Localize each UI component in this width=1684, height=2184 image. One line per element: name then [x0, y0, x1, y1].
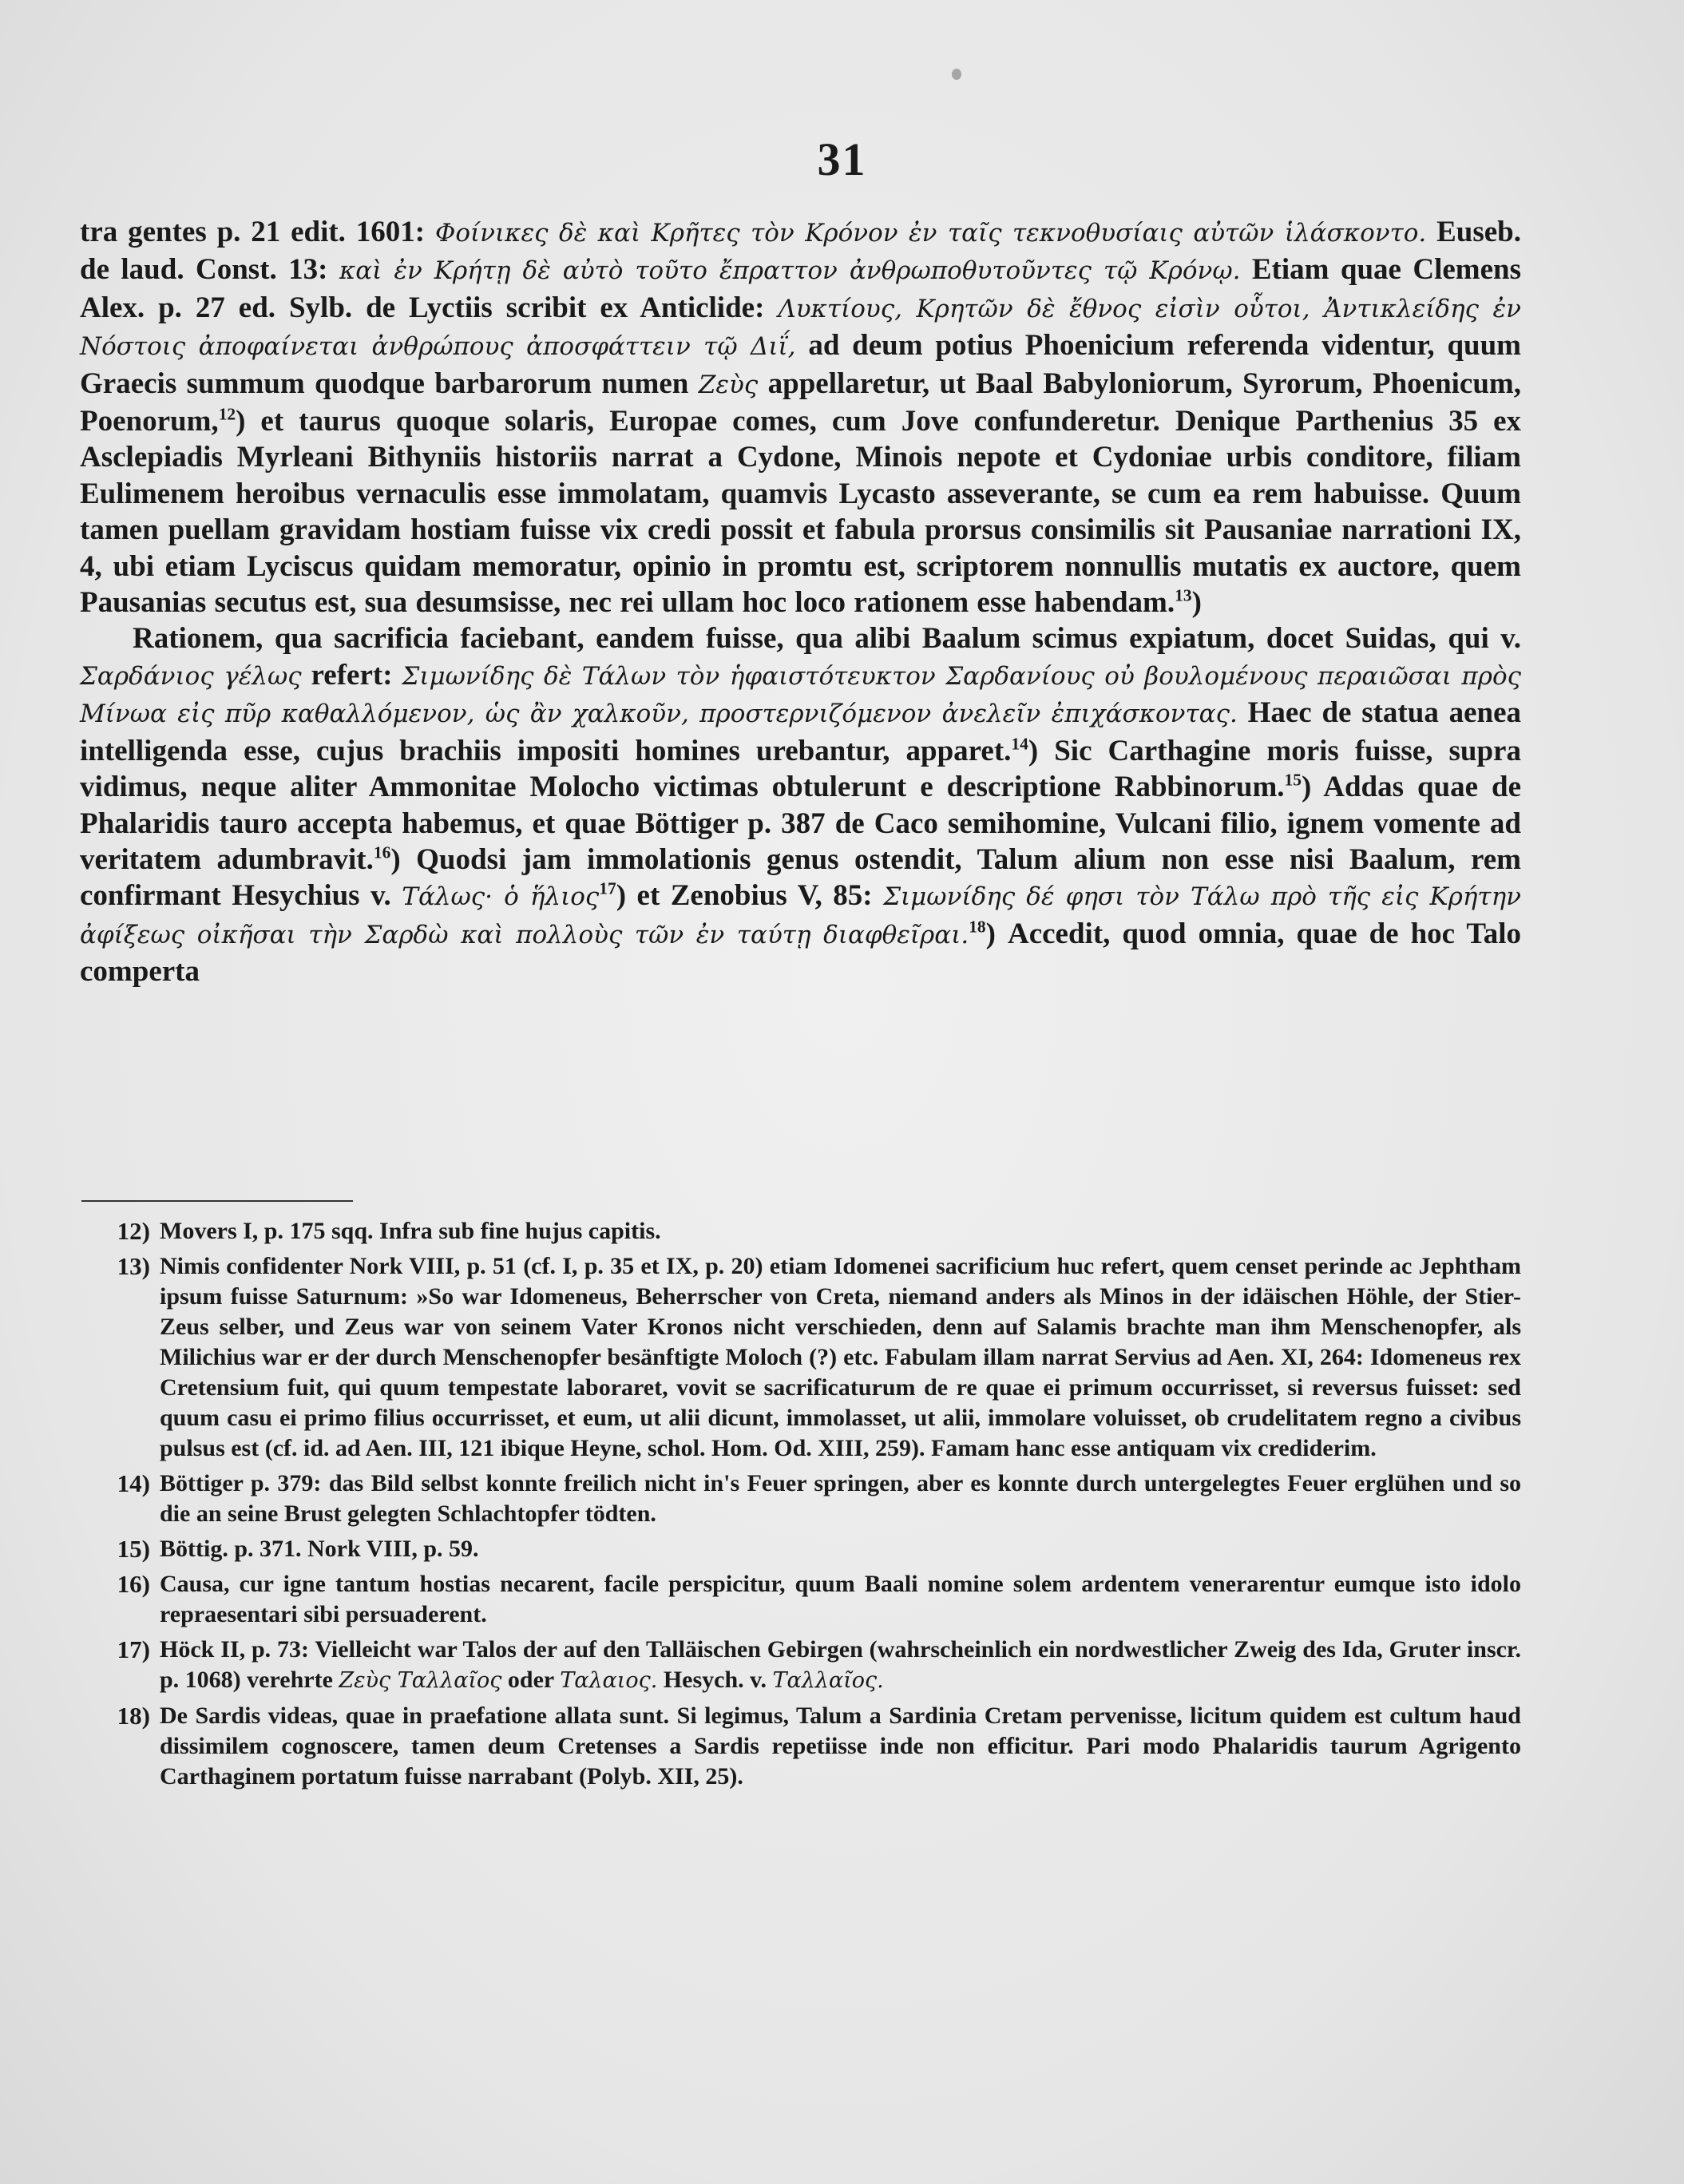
footnote-ref[interactable]: 12 — [218, 404, 236, 424]
footnote-ref[interactable]: 16 — [373, 842, 391, 862]
greek-word: Ζεὺς Ταλλαῖος — [339, 1668, 502, 1693]
footnote-14 — [80, 1469, 1521, 1529]
footnote-17 — [80, 1635, 1521, 1696]
greek-word: Ταλλαῖος. — [772, 1668, 884, 1693]
greek-quote: Φοίνικες δὲ καὶ Κρῆτες τὸν Κρόνον ἐν ταῖς τεκνοθυσίαις αὐτῶν ἱλάσκοντο. — [434, 219, 1427, 248]
greek-word: Σαρδάνιος γέλως — [80, 661, 302, 691]
footnote-13 — [80, 1251, 1521, 1464]
footnote-18 — [80, 1701, 1521, 1792]
footnote-ref[interactable]: 18 — [969, 917, 986, 937]
greek-word: Τάλως· ὁ ἥλιος — [402, 882, 600, 912]
footnote-number: 13) — [117, 1252, 150, 1280]
greek-quote: Σιμωνίδης δὲ Τάλων τὸν ἡφαιστότευκτον Σαρδανίους οὐ βουλομένους περαιῶσαι πρὸς Μίνωα εἰς πῦρ καθαλλόμενον, ὡς ἂν χαλκοῦν, προστερνιζόμενον ἀνελεῖν ἐπιχάσκοντας. — [80, 661, 1521, 729]
paragraph-2: Rationem, qua sacrificia faciebant, eandem fuisse, qua alibi Baalum scimus expiatum, docet Suidas, qui v. Σαρδάνιος γέλως refert: Σιμωνίδης δὲ Τάλων τὸν ἡφαιστότευκτον Σαρδανίους οὐ βουλομένους περαιῶσαι πρὸς Μίνωα εἰς πῦρ καθαλλόμενον, ὡς ἂν χαλκοῦν, προστερνιζόμενον ἀνελεῖν ἐπιχάσκοντας. Haec de statua aenea intelligenda esse, cujus brachiis impositi homines urebantur, apparet.$^{14}$) Sic Carthagine moris fuisse, supra vidimus, neque aliter Ammonitae Molocho victimas obtulerunt e descriptione Rabbinorum.$^{15}$) Addas quae de Phalaridis tauro accepta habemus, et quae Böttiger p. 387 de Caco semihomine, Vulcani filio, ignem vomente ad veritatem adumbravit.$^{16}$) Quodsi jam immolationis genus ostendit, Talum alium non esse nisi Baalum, rem confirmant Hesychius v. Τάλως· ὁ ἥλιος$^{17}$) et Zenobius V, 85: Σιμωνίδης δέ φησι τὸν Τάλω πρὸ τῆς εἰς Κρήτην ἀφίξεως οἰκῆσαι τὴν Σαρδὼ καὶ πολλοὺς τῶν ἐν ταύτῃ διαφθεῖραι.$^{18}$) Accedit, quod omnia, quae de hoc Talo comperta — [80, 622, 1522, 989]
greek-word: Ζεὺς — [698, 370, 759, 399]
footnote-text: Movers I, p. 175 sqq. Infra sub fine hujus capitis. — [160, 1218, 661, 1244]
footnote-text: Böttiger p. 379: das Bild selbst konnte freilich nicht in's Feuer springen, aber es konnte durch untergelegtes Feuer erglühen und so die an seine Brust gelegten Schlachtopfer tödten. — [160, 1470, 1521, 1527]
footnote-text: Höck II, p. 73: Vielleicht war Talos der auf den Talläischen Gebirgen (wahrscheinlich ein nordwestlicher Zweig des Ida, Gruter inscr. p. 1068) verehrte Ζεὺς Ταλλαῖος oder Ταλαιος. Hesych. v. Ταλλαῖος. — [160, 1636, 1521, 1693]
footnote-12 — [80, 1216, 1521, 1247]
footnote-ref[interactable]: 17 — [599, 878, 616, 898]
footnotes — [80, 1216, 1521, 1797]
footnote-number: 12) — [117, 1217, 150, 1245]
greek-quote: Σιμωνίδης δέ φησι τὸν Τάλω πρὸ τῆς εἰς Κρήτην ἀφίξεως οἰκῆσαι τὴν Σαρδὼ καὶ πολλοὺς τῶν ἐν ταύτῃ διαφθεῖραι. — [80, 882, 1521, 949]
greek-word: Ταλαιος. — [560, 1668, 658, 1693]
footnote-ref[interactable]: 14 — [1011, 734, 1028, 754]
footnote-16 — [80, 1569, 1521, 1630]
footnote-divider — [81, 1200, 353, 1202]
footnote-15 — [80, 1534, 1521, 1564]
footnote-number: 14) — [117, 1469, 150, 1497]
greek-quote: καὶ ἐν Κρήτῃ δὲ αὐτὸ τοῦτο ἔπραττον ἀνθρωποθυτοῦντες τῷ Κρόνῳ. — [339, 256, 1241, 286]
footnote-text: De Sardis videas, quae in praefatione allata sunt. Si legimus, Talum a Sardinia Cretam pervenisse, licitum quidem est cultum haud dissimilem cognoscere, tamen deum Cretenses a Sardis repetiisse inde non efficitur. Pari modo Phalaridis taurum Agrigento Carthaginem portatum fuisse narrabant (Polyb. XII, 25). — [160, 1702, 1521, 1790]
ink-speck — [952, 69, 961, 80]
footnote-text: Nimis confidenter Nork VIII, p. 51 (cf. I, p. 35 et IX, p. 20) etiam Idomenei sacrificium huc refert, quem censet perinde ac Jephtham ipsum fuisse Saturnum: »So war Idomeneus, Beherrscher von Creta, niemand anders als Minos in der idäischen Höhle, der Stier-Zeus selber, und Zeus war von seinem Vater Kronos nicht verschieden, denn auf Salamis brachte man ihm Menschenopfer, als Milichius war er der durch Menschenopfer besänftigte Moloch (?) etc. Fabulam illam narrat Servius ad Aen. XI, 264: Idomeneus rex Cretensium fuit, qui quum tempestate laboraret, vovit se sacrificaturum de re quae ei primum occurrisset, si reversus fuisset: sed quum casu ei primo filius occurrisset, et eum, ut alii dicunt, immolasset, ut alii, immolare voluisset, ob crudelitatem regno a civibus pulsus est (cf. id. ad Aen. III, 121 ibique Heyne, schol. Hom. Od. XIII, 259). Famam hanc esse antiquam vix crediderim. — [160, 1253, 1521, 1461]
footnote-number: 15) — [117, 1535, 150, 1563]
footnote-ref[interactable]: 15 — [1284, 770, 1302, 790]
footnote-number: 18) — [117, 1702, 150, 1730]
footnote-number: 17) — [117, 1635, 150, 1663]
footnote-text: Böttig. p. 371. Nork VIII, p. 59. — [160, 1536, 479, 1562]
paragraph-1: tra gentes p. 21 edit. 1601: Φοίνικες δὲ καὶ Κρῆτες τὸν Κρόνον ἐν ταῖς τεκνοθυσίαις αὐτῶν ἱλάσκοντο. Euseb. de laud. Const. 13: καὶ ἐν Κρήτῃ δὲ αὐτὸ τοῦτο ἔπραττον ἀνθρωποθυτοῦντες τῷ Κρόνῳ. Etiam quae Clemens Alex. p. 27 ed. Sylb. de Lyctiis scribit ex Anticlide: Λυκτίους, Κρητῶν δὲ ἔθνος εἰσὶν οὗτοι, Ἀντικλείδης ἐν Νόστοις ἀποφαίνεται ἀνθρώπους ἀποσφάττειν τῷ Διΐ, ad deum potius Phoenicium referenda videntur, quum Graecis summum quodque barbarorum numen Ζεὺς appellaretur, ut Baal Babyloniorum, Syrorum, Phoenicum, Poenorum,$^{12}$) et taurus quoque solaris, Europae comes, cum Jove confunderetur. Denique Parthenius 35 ex Asclepiadis Myrleani Bithyniis historiis narrat a Cydone, Minois nepote et Cydoniae urbis conditore, filiam Eulimenem heroibus vernaculis esse immolatam, quamvis Lycasto asseverante, se cum ea rem habuisse. Quum tamen puellam gravidam hostiam fuisse vix credi possit et fabula prorsus consimilis sit Pausaniae narrationi IX, 4, ubi etiam Lyciscus quidam memoratur, opinio in promtu est, scriptorem nonnullis mutatis ex auctore, quem Pausanias secutus est, sua desumsisse, nec rei ullam hoc loco rationem esse habendam.$^{13}$) — [80, 216, 1522, 620]
page-number: 31 — [817, 133, 867, 185]
footnote-ref[interactable]: 13 — [1175, 585, 1192, 605]
footnote-text: Causa, cur igne tantum hostias necarent, facile perspicitur, quum Baali nomine solem ardentem venerarentur eumque isto idolo repraesentari sibi persuaderent. — [160, 1571, 1521, 1627]
greek-quote: Λυκτίους, Κρητῶν δὲ ἔθνος εἰσὶν οὗτοι, Ἀντικλείδης ἐν Νόστοις ἀποφαίνεται ἀνθρώπους ἀποσφάττειν τῷ Διΐ, — [80, 294, 1521, 362]
main-text — [80, 214, 1521, 990]
footnote-number: 16) — [117, 1570, 150, 1598]
